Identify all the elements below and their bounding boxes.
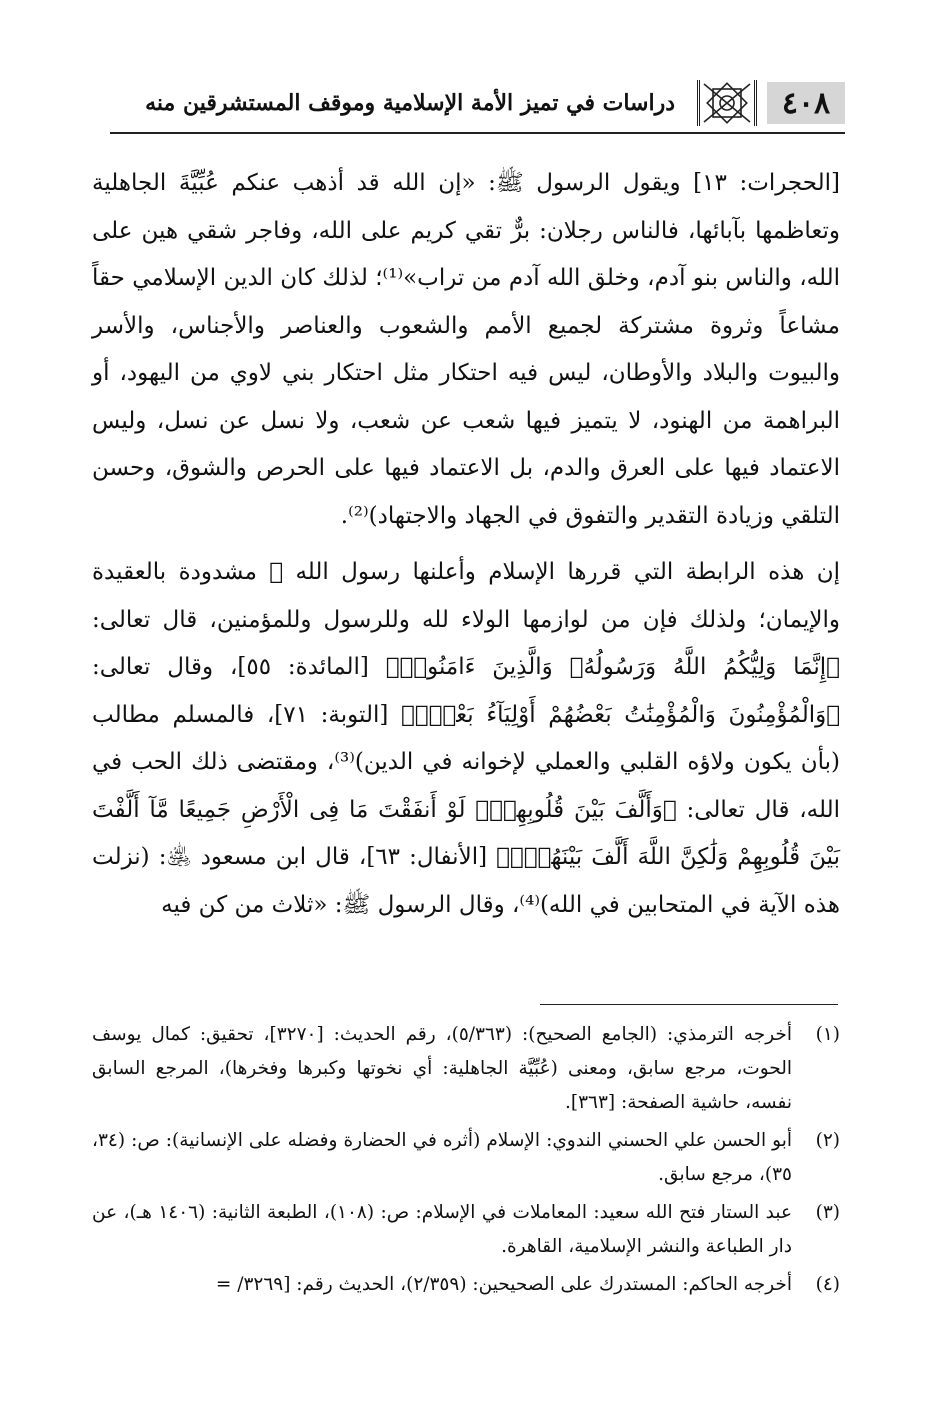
geometric-ornament <box>700 80 754 126</box>
footnote-number: (٢) <box>815 1130 840 1151</box>
paragraph-2: إن هذه الرابطة التي قررها الإسلام وأعلنها رسول الله ﷺ مشدودة بالعقيدة والإيمان؛ ولذلك فإن من لوازمها الولاء لله وللرسول وللمؤمنين، قال تعالى: ﴿إِنَّمَا وَلِيُّكُمُ اللَّهُ وَرَسُولُهُۥ وَالَّذِينَ ءَامَنُوا۟﴾ [المائدة: ٥٥]، وقال تعالى: ﴿وَالْمُؤْمِنُونَ وَالْمُؤْمِنَٰتُ بَعْضُهُمْ أَوْلِيَآءُ بَعْضٍۚ﴾ [التوبة: ٧١]، فالمسلم مطالب (بأن يكون ولاؤه القلبي والعملي لإخوانه في الدين)⁽³⁾، ومقتضى ذلك الحب في الله، قال تعالى: ﴿وَأَلَّفَ بَيْنَ قُلُوبِهِمْۚ لَوْ أَنفَقْتَ مَا فِى الْأَرْضِ جَمِيعًا مَّآ أَلَّفْتَ بَيْنَ قُلُوبِهِمْ وَلَٰكِنَّ اللَّهَ أَلَّفَ بَيْنَهُمْۚ﴾ [الأنفال: ٦٣]، قال ابن مسعود ﵁: (نزلت هذه الآية في المتحابين في الله)⁽⁴⁾، وقال الرسول ﷺ: «ثلاث من كن فيه <box>92 559 841 918</box>
footnote-text: أخرجه الحاكم: المستدرك على الصحيحين: (٢/٣٥٩)، الحديث رقم: [٣٢٦٩/ = <box>215 1274 792 1295</box>
footnote <box>92 1268 840 1302</box>
footnote-text: أبو الحسن علي الحسني الندوي: الإسلام (أثره في الحضارة وفضله على الإنسانية): ص: (٣٤، ٣٥)، مرجع سابق. <box>92 1130 792 1185</box>
footnote-text: أخرجه الترمذي: (الجامع الصحيح): (٥/٣٦٣)، رقم الحديث: [٣٢٧٠]، تحقيق: كمال يوسف الحوت، مرجع سابق، ومعنى (عُبِّيَّة الجاهلية: أي نخوتها وكبرها وفخرها)، المرجع السابق نفسه، حاشية الصفحة: [٣٦٣]. <box>92 1024 793 1113</box>
ornament-icon <box>697 80 757 126</box>
footnote <box>92 1124 840 1192</box>
footnote-number: (٤) <box>815 1274 840 1295</box>
page-header <box>110 80 845 134</box>
footnote-number: (٣) <box>815 1202 840 1223</box>
main-text <box>92 160 840 929</box>
footnote-number: (١) <box>815 1024 840 1045</box>
footnote-divider <box>540 1004 838 1005</box>
page-number: ٤٠٨ <box>767 82 845 124</box>
running-title: دراسات في تميز الأمة الإسلامية وموقف المستشرقين منه <box>145 90 675 116</box>
footnotes <box>92 1018 840 1306</box>
footnote <box>92 1018 840 1120</box>
footnote <box>92 1196 840 1264</box>
footnote-text: عبد الستار فتح الله سعيد: المعاملات في الإسلام: ص: (١٠٨)، الطبعة الثانية: (١٤٠٦ هـ)، عن دار الطباعة والنشر الإسلامية، القاهرة. <box>92 1202 792 1257</box>
paragraph-1: [الحجرات: ١٣] ويقول الرسول ﷺ: «إن الله قد أذهب عنكم عُبِّيَّةَ الجاهلية وتعاظمها بآبائها، فالناس رجلان: برٌّ تقي كريم على الله، وفاجر شقي هين على الله، والناس بنو آدم، وخلق الله آدم من تراب»⁽¹⁾؛ لذلك كان الدين الإسلامي حقاً مشاعاً وثروة مشتركة لجميع الأمم والشعوب والعناصر والأجناس، والأسر والبيوت والبلاد والأوطان، ليس فيه احتكار مثل احتكار بني لاوي من اليهود، أو البراهمة من الهنود، لا يتميز فيها شعب عن شعب، ولا نسل عن نسل، وليس الاعتماد فيها على العرق والدم، بل الاعتماد فيها على الحرص والشوق، وحسن التلقي وزيادة التقدير والتفوق في الجهاد والاجتهاد)⁽²⁾. <box>92 170 841 529</box>
